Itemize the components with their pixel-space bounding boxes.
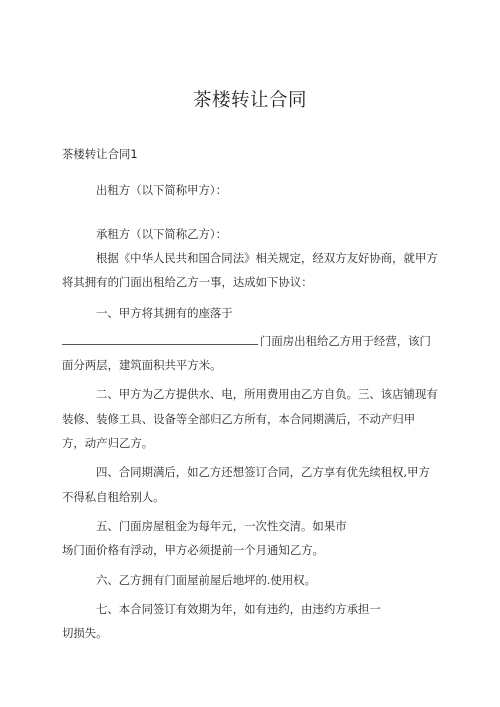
clause-5-line-1: 五、门面房屋租金为每年元，一次性交清。如果市 [96, 519, 347, 533]
intro-line-1: 根据《中华人民共和国合同法》相关规定，经双方友好协商，就甲方 [96, 251, 438, 265]
clause-7-line-2: 切损失。 [62, 626, 108, 640]
clause-4-line-2: 不得私自租给别人。 [62, 490, 165, 504]
party-b-line: 承租方（以下简称乙方）： [96, 227, 227, 241]
location-blank-field[interactable] [62, 333, 258, 345]
clause-5-line-2: 场门面价格有浮动，甲方必须提前一个月通知乙方。 [62, 543, 324, 557]
clause-1-line-3: 面分两层，建筑面积共平方米。 [62, 358, 222, 372]
party-a-line: 出租方（以下简称甲方）： [96, 183, 227, 197]
intro-line-2: 将其拥有的门面出租给乙方一事，达成如下协议： [62, 275, 313, 289]
document-title: 茶楼转让合同 [192, 90, 307, 111]
clause-1-line-1: 一、甲方将其拥有的座落于 [96, 306, 233, 320]
clause-2-line-1: 二、甲方为乙方提供水、电，所用费用由乙方自负。三、该店铺现有 [96, 387, 438, 401]
clause-1-line-2-text: 门面房出租给乙方用于经营，该门 [260, 334, 431, 348]
clause-6-line-1: 六、乙方拥有门面屋前屋后地坪的.使用权。 [96, 573, 317, 587]
clause-2-line-3: 方，动产归乙方。 [62, 436, 154, 450]
clause-4-line-1: 四、合同期满后，如乙方还想签订合同，乙方享有优先续租权,甲方 [96, 465, 430, 479]
clause-1-line-2 [62, 333, 431, 349]
clause-2-line-2: 装修、装修工具、设备等全部归乙方所有，本合同期满后，不动产归甲 [62, 412, 416, 426]
clause-7-line-1: 七、本合同签订有效期为年，如有违约，由违约方承担一 [96, 602, 381, 616]
contract-subtitle: 茶楼转让合同1 [62, 147, 138, 161]
